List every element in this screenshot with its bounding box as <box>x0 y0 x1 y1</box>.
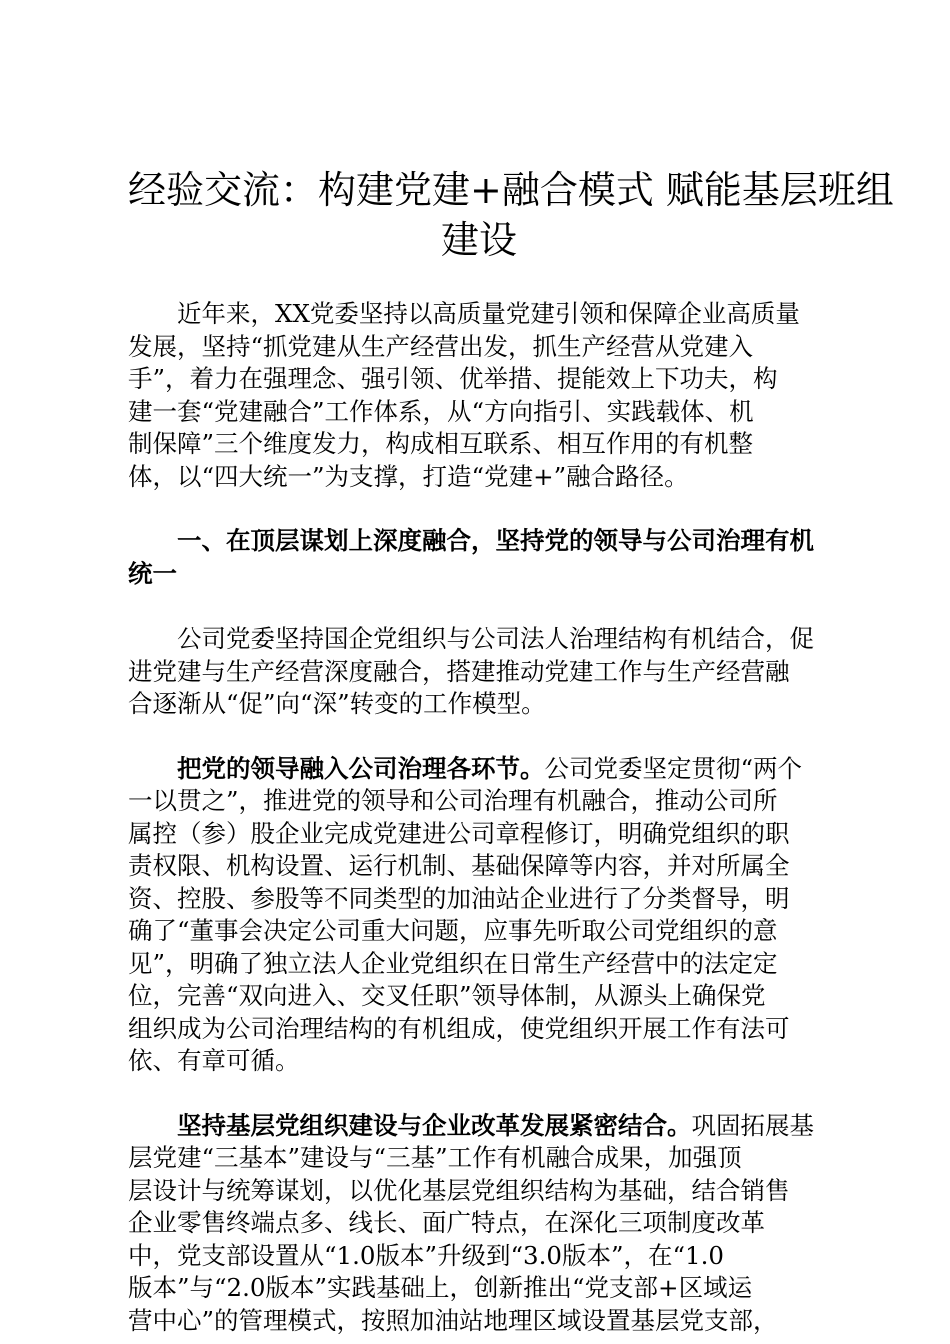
document-page <box>128 165 894 1337</box>
document-title <box>128 165 894 265</box>
paragraph-line: 建一套“党建融合”工作体系，从“方向指引、实践载体、机 <box>128 396 754 426</box>
paragraph-line: 层党建“三基本”建设与“三基”工作有机融合成果，加强顶 <box>128 1143 742 1172</box>
title-line: 建设 <box>440 218 517 262</box>
paragraph-line <box>128 753 830 786</box>
point-lead-rest: 巩固拓展基 <box>691 1110 814 1140</box>
point-lead: 坚持基层党组织建设与企业改革发展紧密结合。 <box>177 1110 692 1140</box>
section-heading <box>128 525 830 590</box>
paragraph-line: 资、控股、参股等不同类型的加油站企业进行了分类督导，明 <box>128 883 790 913</box>
title-line: 经验交流：构建党建+融合模式 赋能基层班组 <box>128 168 894 212</box>
paragraph-line: 手”，着力在强理念、强引领、优举措、提能效上下功夫，构 <box>128 364 778 393</box>
paragraph-line: 层设计与统筹谋划，以优化基层党组织结构为基础，结合销售 <box>128 1175 790 1205</box>
heading-line: 一、在顶层谋划上深度融合，坚持党的领导与公司治理有机 <box>177 526 814 555</box>
paragraph-line: 公司党委坚持国企党组织与公司法人治理结构有机结合，促 <box>177 624 814 653</box>
intro-paragraph <box>128 298 830 493</box>
paragraph-line: 制保障”三个维度发力，构成相互联系、相互作用的有机整 <box>128 429 754 458</box>
paragraph-line: 责权限、机构设置、运行机制、基础保障等内容，并对所属全 <box>128 851 790 880</box>
paragraph-line: 进党建与生产经营深度融合，搭建推动党建工作与生产经营融 <box>128 656 790 686</box>
paragraph-line: 见”，明确了独立法人企业党组织在日常生产经营中的法定定 <box>128 948 778 978</box>
paragraph-line: 版本”与“2.0版本”实践基础上，创新推出“党支部+区域运 <box>128 1273 753 1302</box>
point-paragraph <box>128 753 830 1078</box>
paragraph-line: 体，以“四大统一”为支撑，打造“党建+”融合路径。 <box>128 461 689 491</box>
point-lead-rest: 公司党委坚定贯彻“两个 <box>544 753 803 783</box>
paragraph-line: 营中心”的管理模式，按照加油站地理区域设置基层党支部， <box>128 1305 778 1335</box>
point-paragraph <box>128 1110 830 1338</box>
paragraph-line: 发展，坚持“抓党建从生产经营出发，抓生产经营从党建入 <box>128 331 754 361</box>
paragraph-line: 合逐渐从“促”向“深”转变的工作模型。 <box>128 689 546 718</box>
paragraph-line: 中，党支部设置从“1.0版本”升级到“3.0版本”，在“1.0 <box>128 1240 725 1270</box>
section-intro-paragraph <box>128 623 830 721</box>
point-lead: 把党的领导融入公司治理各环节。 <box>177 753 545 783</box>
paragraph-line <box>128 1110 830 1143</box>
paragraph-line: 位，完善“双向进入、交叉任职”领导体制，从源头上确保党 <box>128 981 766 1010</box>
paragraph-line: 近年来，XX党委坚持以高质量党建引领和保障企业高质量 <box>177 299 800 328</box>
paragraph-line: 属控（参）股企业完成党建进公司章程修订，明确党组织的职 <box>128 818 790 848</box>
paragraph-line: 组织成为公司治理结构的有机组成，使党组织开展工作有法可 <box>128 1013 790 1043</box>
paragraph-line: 依、有章可循。 <box>128 1046 300 1075</box>
paragraph-line: 确了“董事会决定公司重大问题，应事先听取公司党组织的意 <box>128 916 778 945</box>
heading-line: 统一 <box>128 558 177 588</box>
paragraph-line: 企业零售终端点多、线长、面广特点，在深化三项制度改革 <box>128 1208 765 1237</box>
paragraph-line: 一以贯之”，推进党的领导和公司治理有机融合，推动公司所 <box>128 786 778 815</box>
